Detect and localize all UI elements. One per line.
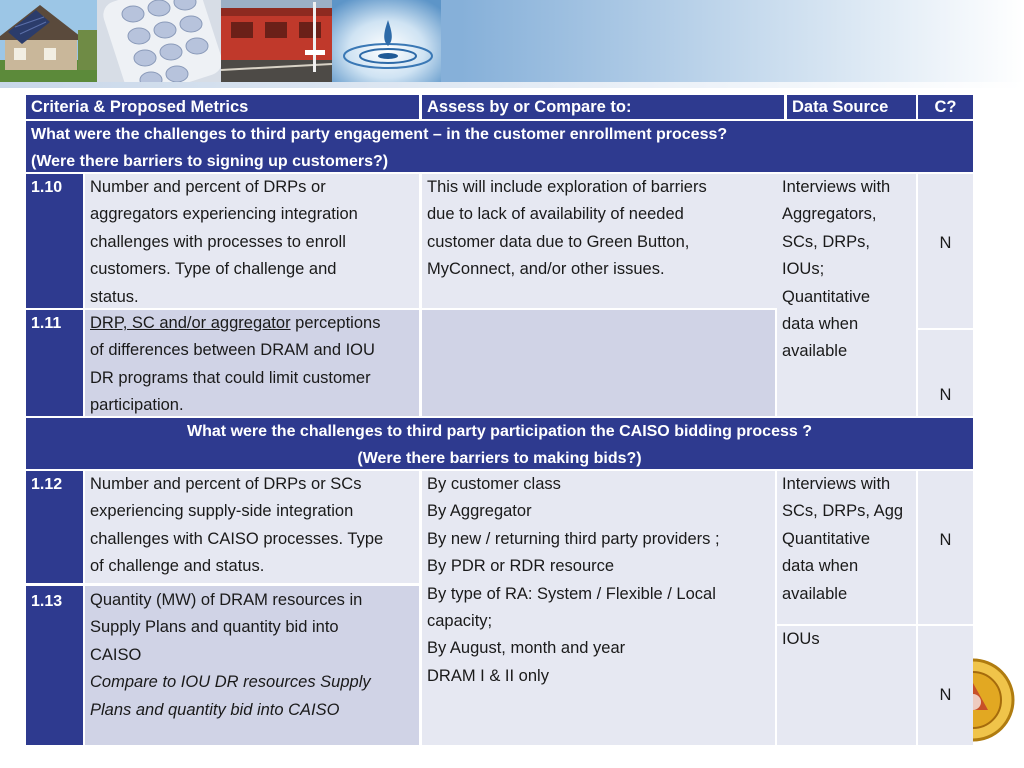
source-line: Interviews with <box>782 178 891 196</box>
metric-line: of challenge and status. <box>90 557 265 576</box>
metric-line: Number and percent of DRPs or SCs <box>90 475 362 493</box>
assess-1-10 <box>422 174 784 308</box>
train-photo <box>221 0 332 82</box>
metric-line-italic: Plans and quantity bid into CAISO <box>90 700 340 719</box>
assess-1-11-empty <box>422 310 775 416</box>
house-solar-photo <box>0 0 97 82</box>
metric-underlined: DRP, SC and/or aggregator <box>90 314 291 332</box>
assess-line: due to lack of availability of needed <box>427 205 684 224</box>
metric-line <box>90 310 419 337</box>
source-line: SCs, DRPs, Agg <box>782 502 904 521</box>
section-title: What were the challenges to third party participation the CAISO bidding process ? <box>187 423 812 440</box>
phone-keypad-photo <box>97 0 221 82</box>
banner-divider <box>0 82 1024 88</box>
assess-line: customer data due to Green Button, <box>427 232 690 251</box>
row-id-1-13: 1.13 <box>26 586 83 745</box>
c-1-11: N <box>918 330 973 416</box>
source-line: IOUs; <box>782 260 825 279</box>
metric-1-11 <box>85 310 419 416</box>
header-data-source: Data Source <box>787 95 916 119</box>
metric-1-10 <box>85 174 419 308</box>
metric-line: customers. Type of challenge and <box>90 260 337 279</box>
metric-line: DR programs that could limit customer <box>90 368 371 387</box>
c-1-12: N <box>918 471 973 624</box>
assess-line: DRAM I & II only <box>427 666 549 685</box>
metric-line: Quantity (MW) of DRAM resources in <box>90 591 363 609</box>
source-line: Aggregators, <box>782 205 877 224</box>
assess-line: By PDR or RDR resource <box>427 557 615 576</box>
section-title: What were the challenges to third party engagement – in the customer enrollment process? <box>31 126 728 143</box>
metric-line-italic: Compare to IOU DR resources Supply <box>90 673 371 692</box>
assess-line: By Aggregator <box>427 502 532 521</box>
assess-line: By August, month and year <box>427 639 626 658</box>
metric-line: CAISO <box>90 645 142 664</box>
metric-line: Supply Plans and quantity bid into <box>90 618 339 637</box>
source-line: available <box>782 584 848 603</box>
source-line: data when <box>782 557 859 576</box>
water-drop-photo <box>332 0 441 82</box>
source-line: Quantitative <box>782 529 871 548</box>
metric-1-13 <box>85 586 419 745</box>
assess-line: capacity; <box>427 612 493 631</box>
section-header-enrollment <box>26 121 973 172</box>
assess-line: By type of RA: System / Flexible / Local <box>427 584 716 603</box>
metric-line: of differences between DRAM and IOU <box>90 341 375 360</box>
assess-1-12-13 <box>422 471 775 745</box>
assess-line: By new / returning third party providers ; <box>427 529 720 548</box>
header-banner <box>0 0 1024 82</box>
metric-rest: perceptions <box>290 314 381 332</box>
c-1-13: N <box>918 626 973 745</box>
source-1-10-11 <box>777 174 916 416</box>
assess-line: This will include exploration of barriers <box>427 178 707 196</box>
metric-line: status. <box>90 287 139 306</box>
section-subtitle: (Were there barriers to making bids?) <box>357 450 642 467</box>
metric-1-12 <box>85 471 419 583</box>
source-line: Quantitative <box>782 287 871 306</box>
assess-line: By customer class <box>427 475 561 493</box>
metrics-table <box>26 95 973 745</box>
metric-line: participation. <box>90 396 184 415</box>
row-id-1-12: 1.12 <box>26 471 83 583</box>
metric-line: aggregators experiencing integration <box>90 205 358 224</box>
source-line: SCs, DRPs, <box>782 232 871 251</box>
header-c: C? <box>918 95 973 119</box>
section-subtitle: (Were there barriers to signing up customers?) <box>31 153 389 170</box>
source-line: Interviews with <box>782 475 891 493</box>
metric-line: challenges with processes to enroll <box>90 232 346 251</box>
source-1-12 <box>777 471 916 624</box>
header-assess: Assess by or Compare to: <box>422 95 784 119</box>
metric-line: challenges with CAISO processes. Type <box>90 529 384 548</box>
section-header-bidding <box>26 418 973 469</box>
c-1-10: N <box>918 174 973 328</box>
header-criteria: Criteria & Proposed Metrics <box>26 95 419 119</box>
source-line: available <box>782 342 848 361</box>
row-id-1-10: 1.10 <box>26 174 83 308</box>
source-1-13: IOUs <box>777 626 916 745</box>
assess-line: MyConnect, and/or other issues. <box>427 260 665 279</box>
metric-line: experiencing supply-side integration <box>90 502 354 521</box>
row-id-1-11: 1.11 <box>26 310 83 416</box>
metric-line: Number and percent of DRPs or <box>90 178 326 196</box>
source-line: data when <box>782 315 859 334</box>
